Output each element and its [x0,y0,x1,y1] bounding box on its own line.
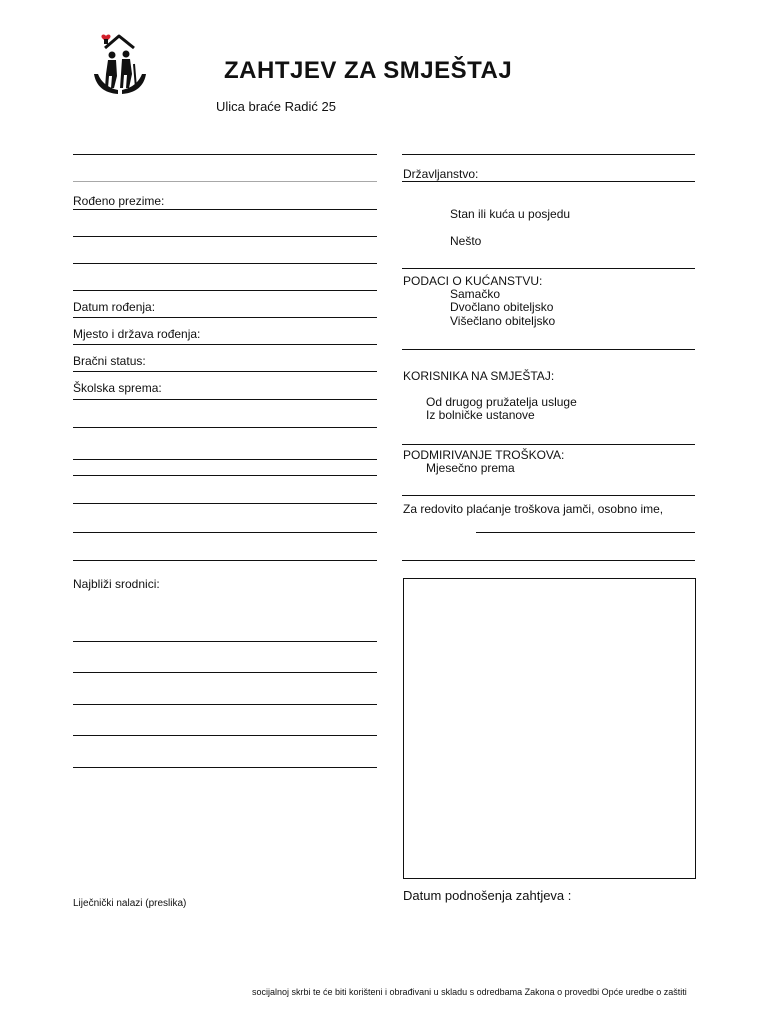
footer-note: socijalnoj skrbi te će biti korišteni i obrađivani u skladu s odredbama Zakona o provedbi Opće uredbe o zaštiti [252,987,687,997]
srodnici-line[interactable] [73,641,377,642]
srodnici-line[interactable] [73,767,377,768]
address: Ulica braće Radić 25 [216,99,336,114]
datum-rodenja-line[interactable] [73,317,377,318]
photo-box[interactable] [403,578,696,879]
label-drzavljanstvo: Državljanstvo: [403,167,479,181]
bracni-status-line[interactable] [73,371,377,372]
option-od-drugog: Od drugog pružatelja usluge [426,395,577,409]
srodnici-line[interactable] [73,735,377,736]
blank-line[interactable] [73,236,377,237]
srodnici-line[interactable] [73,704,377,705]
jamac-line-2[interactable] [402,560,695,561]
rodeno-prezime-line[interactable] [73,209,377,210]
label-najblizi-srodnici: Najbliži srodnici: [73,577,160,591]
stanovanje-line[interactable] [402,268,695,269]
label-lijecnicki-nalazi: Liječnički nalazi (preslika) [73,898,187,909]
heading-podaci-kucanstvu: PODACI O KUĆANSTVU: [403,274,543,288]
divider-line [73,181,377,182]
kucanstvo-line[interactable] [402,349,695,350]
option-mjesecno: Mjesečno prema [426,461,515,475]
logo [88,30,152,100]
blank-line[interactable] [73,503,377,504]
option-samacko: Samačko [450,287,501,301]
page-title: ZAHTJEV ZA SMJEŠTAJ [224,57,513,84]
podmirivanje-line[interactable] [402,495,695,496]
srodnici-line[interactable] [73,672,377,673]
label-bracni-status: Bračni status: [73,354,146,368]
option-dvoclano: Dvočlano obiteljsko [450,300,554,314]
drzavljanstvo-line[interactable] [402,181,695,182]
korisnika-line[interactable] [402,444,695,445]
blank-line[interactable] [73,290,377,291]
heading-podmirivanje: PODMIRIVANJE TROŠKOVA: [403,448,565,462]
name-line[interactable] [73,154,377,155]
label-jamci: Za redovito plaćanje troškova jamči, osobno ime, [403,502,664,516]
blank-line[interactable] [73,459,377,460]
option-nesto: Nešto [450,234,482,248]
skolska-sprema-line[interactable] [73,399,377,400]
jamac-line[interactable] [476,532,695,533]
blank-line[interactable] [73,475,377,476]
blank-line[interactable] [73,427,377,428]
label-datum-rodenja: Datum rođenja: [73,300,156,314]
heading-korisnika: KORISNIKA NA SMJEŠTAJ: [403,369,555,383]
elderly-care-home-icon [88,30,152,100]
right-top-line[interactable] [402,154,695,155]
option-viseclano: Višečlano obiteljsko [450,314,556,328]
blank-line[interactable] [73,532,377,533]
label-rodeno-prezime: Rođeno prezime: [73,194,165,208]
mjesto-drzava-line[interactable] [73,344,377,345]
option-iz-bolnicke: Iz bolničke ustanove [426,408,535,422]
label-skolska-sprema: Školska sprema: [73,381,162,395]
blank-line[interactable] [73,263,377,264]
option-stan-kuca: Stan ili kuća u posjedu [450,207,571,221]
blank-line[interactable] [73,560,377,561]
label-datum-podnosenja: Datum podnošenja zahtjeva : [403,888,572,903]
label-mjesto-drzava: Mjesto i država rođenja: [73,327,201,341]
